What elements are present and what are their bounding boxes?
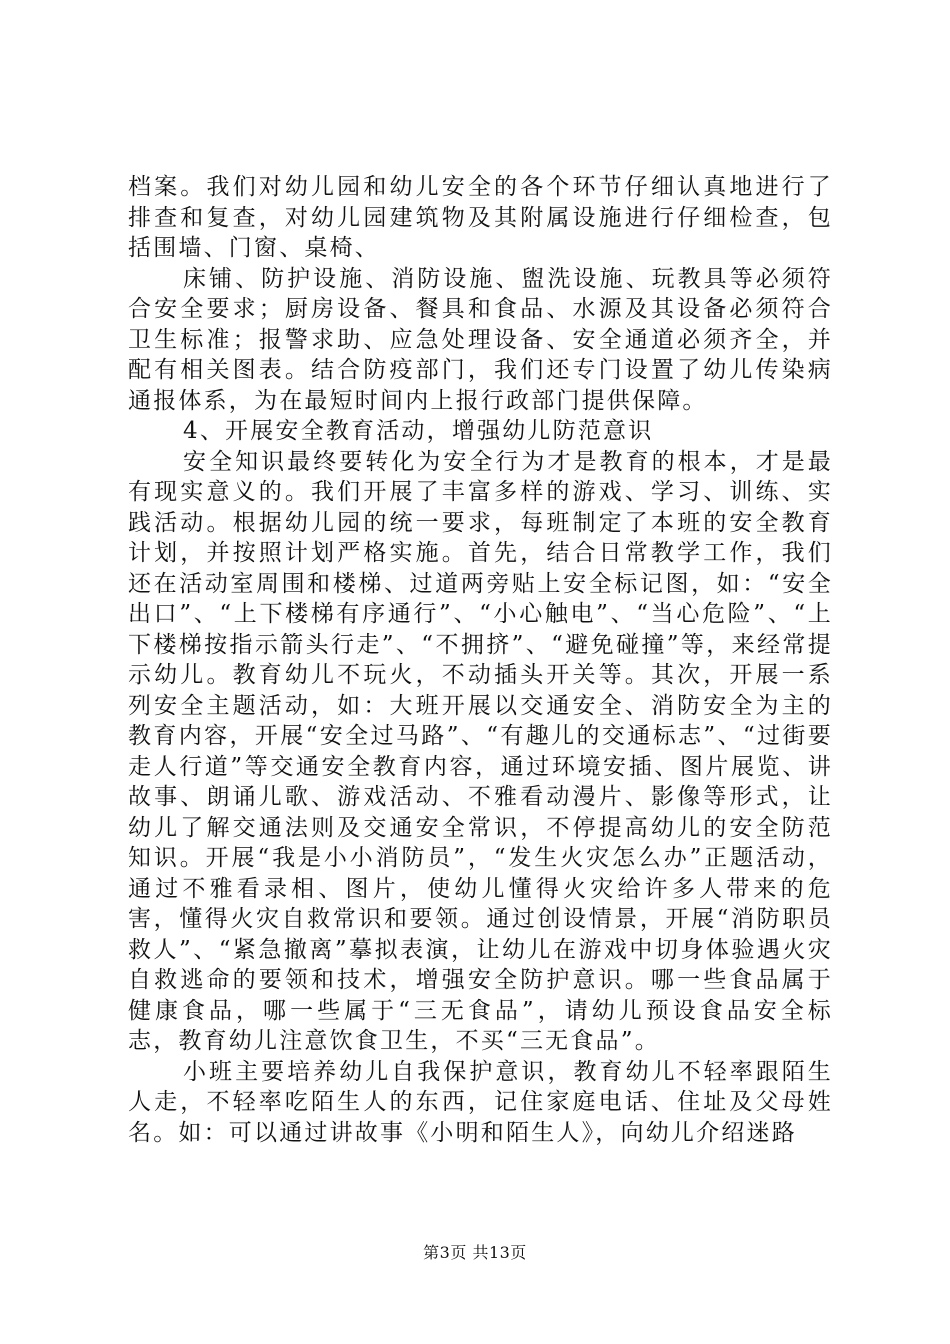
paragraph-3: 安全知识最终要转化为安全行为才是教育的根本，才是最有现实意义的。我们开展了丰富多样的游戏、学习、训练、实践活动。根据幼儿园的统一要求，每班制定了本班的安全教育计划，并按照计划严格实施。首先，结合日常教学工作，我们还在活动室周围和楼梯、过道两旁贴上安全标记图，如：“安全出口”、“上下楼梯有序通行”、“小心触电”、“当心危险”、“上下楼梯按指示箭头行走”、“不拥挤”、“避免碰撞”等，来经常提示幼儿。教育幼儿不玩火，不动插头开关等。其次，开展一系列安全主题活动，如：大班开展以交通安全、消防安全为主的教育内容，开展“安全过马路”、“有趣儿的交通标志”、“过街要走人行道”等交通安全教育内容，通过环境安插、图片展览、讲故事、朗诵儿歌、游戏活动、不雅看动漫片、影像等形式，让幼儿了解交通法则及交通安全常识，不停提高幼儿的安全防范知识。开展“我是小小消防员”，“发生火灾怎么办”正题活动，通过不雅看录相、图片，使幼儿懂得火灾给许多人带来的危害，懂得火灾自救常识和要领。通过创设情景，开展“消防职员救人”、“紧急撤离”摹拟表演，让幼儿在游戏中切身体验遇火灾自救逃命的要领和技术，增强安全防护意识。哪一些食品属于健康食品，哪一些属于“三无食品”，请幼儿预设食品安全标志，教育幼儿注意饮食卫生，不买“三无食品”。	[128, 448, 833, 1054]
section-heading-4: 4、开展安全教育活动，增强幼儿防范意识	[183, 418, 654, 444]
paragraph-1: 档案。我们对幼儿园和幼儿安全的各个环节仔细认真地进行了排查和复查，对幼儿园建筑物及其附属设施进行仔细检查，包括围墙、门窗、桌椅、	[128, 174, 833, 261]
document-body	[128, 172, 833, 1148]
paragraph-4: 小班主要培养幼儿自我保护意识，教育幼儿不轻率跟陌生人走，不轻率吃陌生人的东西，记住家庭电话、住址及父母姓名。如：可以通过讲故事《小明和陌生人》，向幼儿介绍迷路	[128, 1058, 833, 1146]
paragraph-2: 床铺、防护设施、消防设施、盥洗设施、玩教具等必须符合安全要求；厨房设备、餐具和食品、水源及其设备必须符合卫生标准；报警求助、应急处理设备、安全通道必须齐全，并配有相关图表。结合防疫部门，我们还专门设置了幼儿传染病通报体系，为在最短时间内上报行政部门提供保障。	[128, 265, 833, 414]
page-footer: 第3页 共13页	[423, 1243, 527, 1262]
